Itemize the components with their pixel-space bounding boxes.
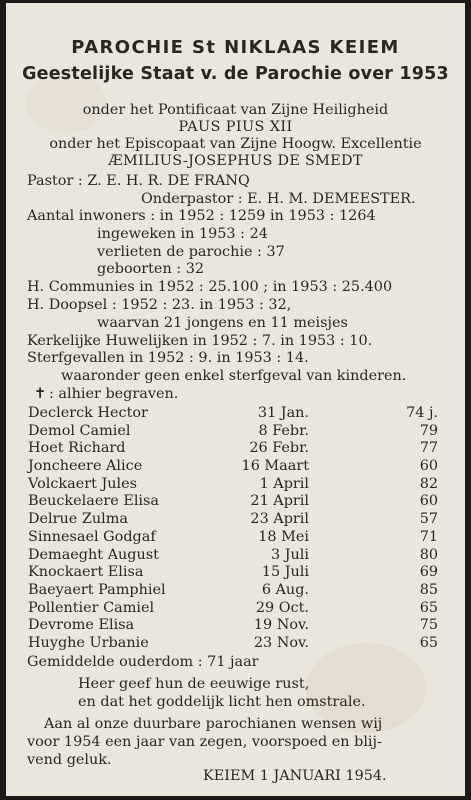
deceased-date: 29 Oct. <box>255 599 309 616</box>
deceased-name: Sinnesael Godgaf <box>28 528 156 545</box>
deceased-age: 79 <box>419 422 438 439</box>
deceased-row <box>28 635 456 653</box>
doopsel-detail-line: waarvan 21 jongens en 11 meisjes <box>97 315 348 331</box>
verlieten-line: verlieten de parochie : 37 <box>97 244 285 260</box>
gemiddelde-line: Gemiddelde ouderdom : 71 jaar <box>27 654 259 670</box>
deceased-age: 60 <box>419 458 438 475</box>
wish-line-2: voor 1954 een jaar van zegen, voorspoed en blij- <box>27 734 382 750</box>
deceased-date: 16 Maart <box>241 458 309 475</box>
deceased-date: 15 Juli <box>261 564 309 581</box>
deceased-list <box>28 405 456 653</box>
deceased-age: 74 j. <box>406 405 438 421</box>
pastor-line: Pastor : Z. E. H. R. DE FRANQ <box>27 173 250 189</box>
deceased-name: Declerck Hector <box>28 405 148 421</box>
deceased-age: 82 <box>419 475 438 492</box>
inwoners-line: Aantal inwoners : in 1952 : 1259 in 1953 : 1264 <box>27 208 376 224</box>
pontificate-line: onder het Pontificaat van Zijne Heiligheid <box>82 102 389 118</box>
prayer-line-2: en dat het goddelijk licht hen omstrale. <box>78 694 366 710</box>
prayer-line-1: Heer geef hun de eeuwige rust, <box>78 676 310 692</box>
deceased-name: Knockaert Elisa <box>28 564 144 581</box>
memorial-card <box>6 3 465 796</box>
deceased-date: 1 April <box>259 475 309 492</box>
deceased-row <box>28 582 456 600</box>
deceased-date: 3 Juli <box>271 546 309 563</box>
deceased-name: Hoet Richard <box>28 440 126 457</box>
deceased-row <box>28 511 456 529</box>
deceased-row <box>28 529 456 547</box>
deceased-age: 80 <box>419 546 438 563</box>
deceased-row <box>28 617 456 635</box>
deceased-row <box>28 458 456 476</box>
deceased-row <box>28 476 456 494</box>
deceased-age: 85 <box>419 581 438 598</box>
deceased-age: 71 <box>419 528 438 545</box>
deceased-name: Demol Camiel <box>28 422 131 439</box>
deceased-date: 23 Nov. <box>253 634 309 651</box>
deceased-row <box>28 423 456 441</box>
doopsel-line: H. Doopsel : 1952 : 23. in 1953 : 32, <box>27 297 292 313</box>
wish-line-3: vend geluk. <box>27 752 112 768</box>
begraven-note: : alhier begraven. <box>49 386 179 402</box>
deceased-age: 65 <box>419 599 438 616</box>
onderpastor-line: Onderpastor : E. H. M. DEMEESTER. <box>141 191 416 207</box>
deceased-age: 60 <box>419 493 438 510</box>
deceased-age: 65 <box>419 634 438 651</box>
dateline: KEIEM 1 JANUARI 1954. <box>203 768 387 784</box>
report-subheading: Geestelijke Staat v. de Parochie over 1953 <box>22 64 449 84</box>
bishop-name: ÆMILIUS-JOSEPHUS DE SMEDT <box>108 153 363 169</box>
parish-heading: PAROCHIE St NIKLAAS KEIEM <box>71 37 400 58</box>
deceased-age: 77 <box>419 440 438 457</box>
ingeweken-line: ingeweken in 1953 : 24 <box>97 226 268 242</box>
deceased-date: 18 Mei <box>258 528 309 545</box>
deceased-name: Baeyaert Pamphiel <box>28 581 166 598</box>
wish-line-1: Aan al onze duurbare parochianen wensen wij <box>44 716 383 732</box>
deceased-date: 8 Febr. <box>258 422 309 439</box>
deceased-name: Demaeght August <box>28 546 159 563</box>
deceased-row <box>28 405 456 423</box>
deceased-name: Beuckelaere Elisa <box>28 493 159 510</box>
deceased-row <box>28 564 456 582</box>
deceased-name: Volckaert Jules <box>28 475 137 492</box>
deceased-date: 31 Jan. <box>257 405 309 421</box>
geboorten-line: geboorten : 32 <box>97 261 205 277</box>
deceased-name: Pollentier Camiel <box>28 599 155 616</box>
deceased-row <box>28 547 456 565</box>
episcopate-line: onder het Episcopaat van Zijne Hoogw. Excellentie <box>49 136 422 152</box>
deceased-row <box>28 600 456 618</box>
deceased-age: 57 <box>419 511 438 528</box>
deceased-date: 6 Aug. <box>261 581 309 598</box>
deceased-date: 26 Febr. <box>249 440 309 457</box>
sterfgevallen-line: Sterfgevallen in 1952 : 9. in 1953 : 14. <box>27 350 309 366</box>
deceased-name: Joncheere Alice <box>28 458 143 475</box>
deceased-date: 19 Nov. <box>253 617 309 634</box>
deceased-age: 75 <box>419 617 438 634</box>
deceased-date: 21 April <box>250 493 309 510</box>
deceased-date: 23 April <box>250 511 309 528</box>
deceased-name: Devrome Elisa <box>28 617 135 634</box>
deceased-name: Delrue Zulma <box>28 511 128 528</box>
deceased-row <box>28 493 456 511</box>
pope-name: PAUS PIUS XII <box>178 119 293 135</box>
deceased-name: Huyghe Urbanie <box>28 634 149 651</box>
huwelijken-line: Kerkelijke Huwelijken in 1952 : 7. in 1953 : 10. <box>27 333 373 349</box>
deceased-row <box>28 440 456 458</box>
deceased-age: 69 <box>419 564 438 581</box>
communies-line: H. Communies in 1952 : 25.100 ; in 1953 : 25.400 <box>27 279 393 295</box>
cross-icon: ✝ <box>34 386 47 402</box>
sterf-detail-line: waaronder geen enkel sterfgeval van kinderen. <box>61 368 407 384</box>
